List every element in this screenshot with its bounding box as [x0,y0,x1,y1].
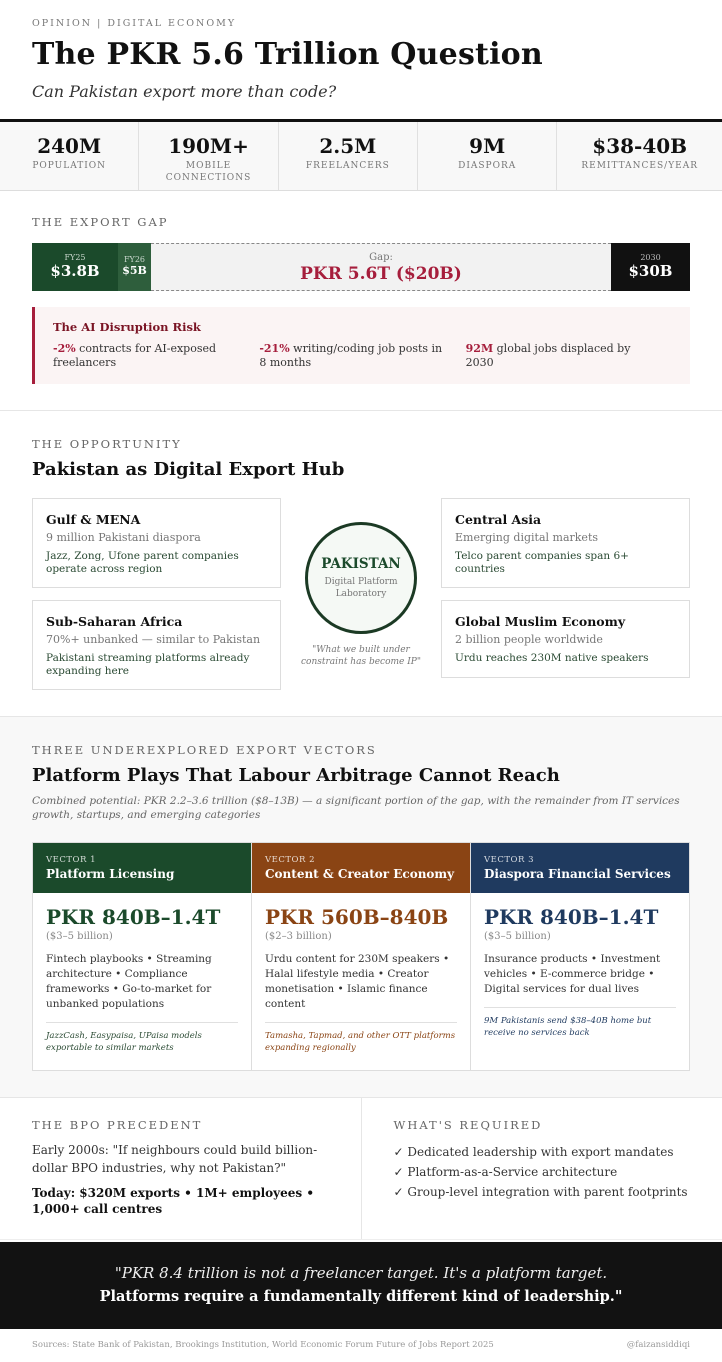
page-title: The PKR 5.6 Trillion Question [32,37,690,72]
gap-bar-2030 [611,243,690,291]
region-detail: Telco parent companies span 6+ countries [455,550,676,575]
gap-bar-fy26 [118,243,151,291]
risk-item [259,342,465,370]
required-item [394,1142,691,1162]
required-text: Group-level integration with parent footprints [407,1185,687,1199]
vector-body [33,893,251,1067]
kicker: OPINION | DIGITAL ECONOMY [32,18,690,29]
hub-diagram [32,498,690,690]
vector-header [33,843,251,893]
footer [0,1329,722,1362]
divider [484,1007,676,1008]
vector-amount: PKR 560B–840B [265,905,457,929]
stat-label: MOBILE CONNECTIONS [139,160,277,184]
section-description: Combined potential: PKR 2.2–3.6 trillion ($8–13B) — a significant portion of the gap, with the remainder from IT services growth, startups, and emerging categories [32,794,690,822]
stats-bar [0,119,722,191]
section-label: THE BPO PRECEDENT [32,1118,329,1132]
gap-label: Gap: [151,252,611,263]
vector-amount: PKR 840B–1.4T [484,905,676,929]
risk-stat: -2% [53,342,76,355]
risk-item [53,342,259,370]
risk-title: The AI Disruption Risk [53,320,672,334]
vector-header [252,843,470,893]
article-header [0,0,722,119]
pakistan-circle [305,522,417,634]
stat-label: FREELANCERS [279,160,417,172]
region-sub: 9 million Pakistani diaspora [46,531,267,544]
section-label: THREE UNDEREXPLORED EXPORT VECTORS [32,743,690,757]
region-card-central-asia [441,498,690,588]
region-card-gulf-mena [32,498,281,588]
hub-center [285,498,437,690]
closing-quote [0,1242,722,1329]
vector-note: JazzCash, Easypaisa, UPaisa models exportable to similar markets [46,1031,238,1054]
risk-text: global jobs displaced by 2030 [466,342,631,369]
region-card-sub-saharan-africa [32,600,281,690]
required-text: Dedicated leadership with export mandates [407,1145,673,1159]
stat-freelancers [279,122,418,190]
required-list [394,1142,691,1202]
risk-text: contracts for AI-exposed freelancers [53,342,216,369]
fy25-label: FY25 [32,253,118,262]
hub-right-column [441,498,690,690]
bpo-today: Today: $320M exports • 1M+ employees • 1,000+ call centres [32,1186,329,1217]
bpo-required-section [0,1098,722,1240]
required-item [394,1162,691,1182]
bpo-precedent [0,1098,362,1239]
vector-amount: PKR 840B–1.4T [46,905,238,929]
region-sub: 70%+ unbanked — similar to Pakistan [46,633,267,646]
vector-number: VECTOR 3 [484,855,676,865]
divider [265,1022,457,1023]
vector-card-platform-licensing [32,842,252,1071]
sources: Sources: State Bank of Pakistan, Brookings Institution, World Economic Forum Future of Jobs Report 2025 [32,1340,494,1350]
stat-diaspora [418,122,557,190]
vector-number: VECTOR 1 [46,855,238,865]
quote-line-2: Platforms require a fundamentally different kind of leadership." [32,1288,690,1305]
fy25-value: $3.8B [32,262,118,280]
vector-note: 9M Pakistanis send $38–40B home but receive no services back [484,1016,676,1039]
divider [46,1022,238,1023]
vector-usd: ($3–5 billion) [484,931,676,942]
vector-body [471,893,689,1052]
required-item [394,1182,691,1202]
vectors-section [0,717,722,1098]
hub-sub: Digital Platform Laboratory [321,576,401,600]
section-label: THE OPPORTUNITY [32,437,690,451]
stat-label: DIASPORA [418,160,556,172]
required-text: Platform-as-a-Service architecture [407,1165,617,1179]
risk-items [53,342,672,370]
vector-desc: Insurance products • Investment vehicles • E-commerce bridge • Digital services for dual lives [484,952,676,997]
hub-title: PAKISTAN [321,556,401,572]
check-icon: ✓ [394,1165,404,1179]
section-label: THE EXPORT GAP [32,215,690,229]
region-detail: Jazz, Zong, Ufone parent companies operate across region [46,550,267,575]
hub-quote: "What we built under constraint has become IP" [299,644,424,668]
gap-bar-fy25 [32,243,118,291]
author-handle: @faizansiddiqi [627,1340,690,1350]
vector-name: Platform Licensing [46,867,238,881]
stat-value: 240M [0,134,138,158]
region-detail: Pakistani streaming platforms already expanding here [46,652,267,677]
whats-required [362,1098,722,1239]
region-name: Gulf & MENA [46,512,267,527]
vector-card-content-creator [252,842,471,1071]
risk-text: writing/coding job posts in 8 months [259,342,442,369]
check-icon: ✓ [394,1145,404,1159]
target-value: $30B [611,262,690,280]
vector-header [471,843,689,893]
subtitle: Can Pakistan export more than code? [32,82,690,101]
region-name: Central Asia [455,512,676,527]
ai-risk-callout [32,307,690,384]
stat-remittances [557,122,722,190]
section-label: WHAT'S REQUIRED [394,1118,691,1132]
stat-population [0,122,139,190]
vector-name: Diaspora Financial Services [484,867,676,881]
stat-value: 2.5M [279,134,417,158]
gap-bar-gap [151,243,611,291]
vector-desc: Fintech playbooks • Streaming architecture • Compliance frameworks • Go-to-market for unbanked populations [46,952,238,1012]
risk-stat: 92M [466,342,493,355]
vector-cards [32,842,690,1071]
region-name: Global Muslim Economy [455,614,676,629]
quote-line-1: "PKR 8.4 trillion is not a freelancer target. It's a platform target. [32,1264,690,1282]
hub-left-column [32,498,281,690]
vector-usd: ($3–5 billion) [46,931,238,942]
vector-note: Tamasha, Tapmad, and other OTT platforms expanding regionally [265,1031,457,1054]
fy26-value: $5B [118,264,151,277]
target-label: 2030 [611,253,690,262]
stat-value: 190M+ [139,134,277,158]
vector-card-diaspora-financial [471,842,690,1071]
gap-value: PKR 5.6T ($20B) [151,264,611,284]
region-sub: Emerging digital markets [455,531,676,544]
stat-value: 9M [418,134,556,158]
region-detail: Urdu reaches 230M native speakers [455,652,676,665]
risk-item [466,342,672,370]
region-card-global-muslim-economy [441,600,690,678]
check-icon: ✓ [394,1185,404,1199]
stat-label: REMITTANCES/YEAR [557,160,722,172]
stat-value: $38-40B [557,134,722,158]
stat-label: POPULATION [0,160,138,172]
opportunity-section [0,411,722,717]
region-name: Sub-Saharan Africa [46,614,267,629]
section-title: Platform Plays That Labour Arbitrage Cannot Reach [32,765,690,786]
region-sub: 2 billion people worldwide [455,633,676,646]
section-title: Pakistan as Digital Export Hub [32,459,690,480]
export-gap-section [0,191,722,411]
vector-name: Content & Creator Economy [265,867,457,881]
vector-desc: Urdu content for 230M speakers • Halal lifestyle media • Creator monetisation • Islamic finance content [265,952,457,1012]
stat-mobile [139,122,278,190]
vector-body [252,893,470,1067]
risk-stat: -21% [259,342,289,355]
fy26-label: FY26 [118,255,151,264]
bpo-text: Early 2000s: "If neighbours could build billion-dollar BPO industries, why not Pakistan?" [32,1142,329,1177]
export-gap-bar [32,243,690,291]
vector-number: VECTOR 2 [265,855,457,865]
vector-usd: ($2–3 billion) [265,931,457,942]
